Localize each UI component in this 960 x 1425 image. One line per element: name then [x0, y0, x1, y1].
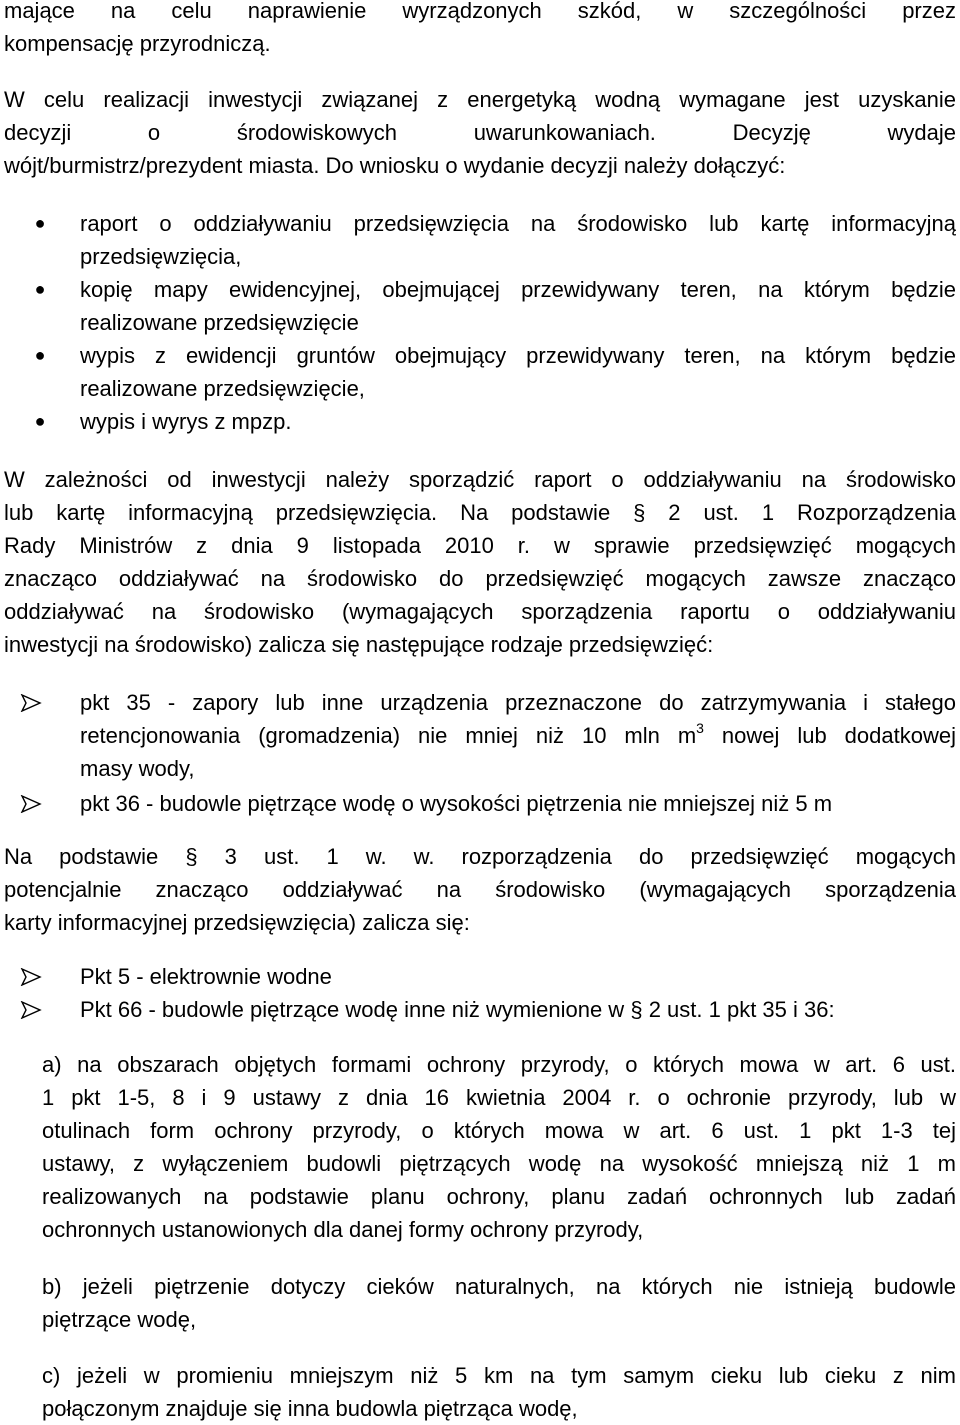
text-line: a) na obszarach objętych formami ochrony przyrody, o których mowa w art. 6 ust. — [42, 1052, 956, 1077]
text-line: znacząco oddziaływać na środowisko do przedsięwzięć mogących zawsze znacząco — [4, 566, 956, 591]
text-line: Rady Ministrów z dnia 9 listopada 2010 r. w sprawie przedsięwzięć mogących — [4, 533, 956, 558]
text-line: realizowane przedsięwzięcie, — [80, 376, 365, 401]
arrow-list-report-required — [0, 686, 956, 820]
text-line: inwestycji na środowisko) zalicza się następujące rodzaje przedsięwzięć: — [4, 632, 714, 657]
text-line: masy wody, — [80, 756, 195, 781]
text-line: wypis z ewidencji gruntów obejmujący przewidywany teren, na którym będzie — [80, 343, 956, 368]
section-sign: § — [630, 997, 643, 1022]
text-line: pkt 36 - budowle piętrzące wodę o wysokości piętrzenia nie mniejszej niż 5 m — [80, 791, 833, 816]
text-segment: 2 ust. 1 pkt 35 i 36: — [648, 997, 835, 1022]
list-item — [0, 405, 956, 438]
text-line: W celu realizacji inwestycji związanej z energetyką wodną wymagane jest uzyskanie — [4, 87, 956, 112]
text-line — [80, 719, 956, 752]
text-segment: 2 ust. 1 Rozporządzenia — [668, 500, 956, 525]
superscript: 3 — [696, 719, 704, 736]
bullet-icon: ● — [34, 345, 46, 365]
text-line: W zależności od inwestycji należy sporządzić raport o oddziaływaniu na środowisko — [4, 467, 956, 492]
text-line: b) jeżeli piętrzenie dotyczy cieków naturalnych, na których nie istnieją budowle — [42, 1274, 956, 1299]
text-line: piętrzące wodę, — [42, 1307, 197, 1332]
text-line: raport o oddziaływaniu przedsięwzięcia na środowisko lub kartę informacyjną — [80, 211, 956, 236]
bullet-list-required-documents — [0, 207, 956, 438]
text-line: kopię mapy ewidencyjnej, obejmującej przewidywany teren, na którym będzie — [80, 277, 956, 302]
text-line: potencjalnie znacząco oddziaływać na środowisko (wymagających sporządzenia — [4, 877, 956, 902]
text-line: decyzji o środowiskowych uwarunkowaniach. Decyzję wydaje — [4, 120, 956, 145]
text-line — [80, 993, 956, 1026]
sub-item-a — [42, 1048, 956, 1246]
sub-item-c — [42, 1359, 956, 1425]
section-sign: § — [633, 500, 646, 525]
text-line: ochronnych ustanowionych dla danej formy ochrony przyrody, — [42, 1217, 644, 1242]
text-segment: Na podstawie — [4, 844, 159, 869]
text-segment: retencjonowania (gromadzenia) nie mniej niż 10 mln m — [80, 723, 697, 748]
text-line: połączonym znajduje się inna budowla piętrząca wodę, — [42, 1396, 578, 1421]
paragraph-regulation — [4, 463, 956, 661]
text-segment: nowej lub dodatkowej — [703, 723, 956, 748]
text-segment: Pkt 66 - budowle piętrzące wodę inne niż wymienione w — [80, 997, 625, 1022]
list-item — [0, 787, 956, 820]
text-line: przedsięwzięcia, — [80, 244, 242, 269]
bullet-icon: ● — [34, 213, 46, 233]
arrow-bullet-icon — [20, 795, 42, 813]
list-item — [0, 960, 956, 993]
text-line: 1 pkt 1-5, 8 i 9 ustawy z dnia 16 kwietnia 2004 r. o ochronie przyrody, lub w — [42, 1085, 956, 1110]
arrow-bullet-icon — [20, 1001, 42, 1019]
text-segment: lub kartę informacyjną przedsięwzięcia. Na podstawie — [4, 500, 611, 525]
bullet-icon: ● — [34, 279, 46, 299]
text-line: Pkt 5 - elektrownie wodne — [80, 964, 332, 989]
arrow-bullet-icon — [20, 694, 42, 712]
text-segment: 3 ust. 1 w. w. rozporządzenia do przedsięwzięć mogących — [224, 844, 957, 869]
list-item — [0, 686, 956, 785]
text-line: karty informacyjnej przedsięwzięcia) zalicza się: — [4, 910, 470, 935]
list-item — [0, 207, 956, 273]
bullet-icon: ● — [34, 411, 46, 431]
list-item — [0, 339, 956, 405]
text-line — [4, 496, 956, 529]
text-line: oddziaływać na środowisko (wymagających sporządzenia raportu o oddziaływaniu — [4, 599, 956, 624]
list-item — [0, 993, 956, 1026]
text-line: wypis i wyrys z mpzp. — [80, 409, 292, 434]
text-line: realizowane przedsięwzięcie — [80, 310, 359, 335]
text-line: realizowanych na podstawie planu ochrony, planu zadań ochronnych lub zadań — [42, 1184, 956, 1209]
sub-item-b — [42, 1270, 956, 1336]
paragraph-card-required — [4, 840, 956, 939]
text-line: otulinach form ochrony przyrody, o których mowa w art. 6 ust. 1 pkt 1-3 tej — [42, 1118, 956, 1143]
section-sign: § — [185, 844, 198, 869]
list-item — [0, 273, 956, 339]
text-line: c) jeżeli w promieniu mniejszym niż 5 km na tym samym cieku lub cieku z nim — [42, 1363, 956, 1388]
paragraph-continuation — [4, 0, 956, 60]
text-line — [4, 840, 956, 873]
text-line: wójt/burmistrz/prezydent miasta. Do wniosku o wydanie decyzji należy dołączyć: — [4, 153, 786, 178]
text-line: ustawy, z wyłączeniem budowli piętrzących wodę na wysokość mniejszą niż 1 m — [42, 1151, 956, 1176]
paragraph-decision — [4, 83, 956, 182]
text-line: pkt 35 - zapory lub inne urządzenia przeznaczone do zatrzymywania i stałego — [80, 690, 956, 715]
text-line: kompensację przyrodniczą. — [4, 31, 271, 56]
arrow-list-card-required — [0, 960, 956, 1026]
arrow-bullet-icon — [20, 968, 42, 986]
text-line: mające na celu naprawienie wyrządzonych szkód, w szczególności przez — [4, 0, 956, 23]
